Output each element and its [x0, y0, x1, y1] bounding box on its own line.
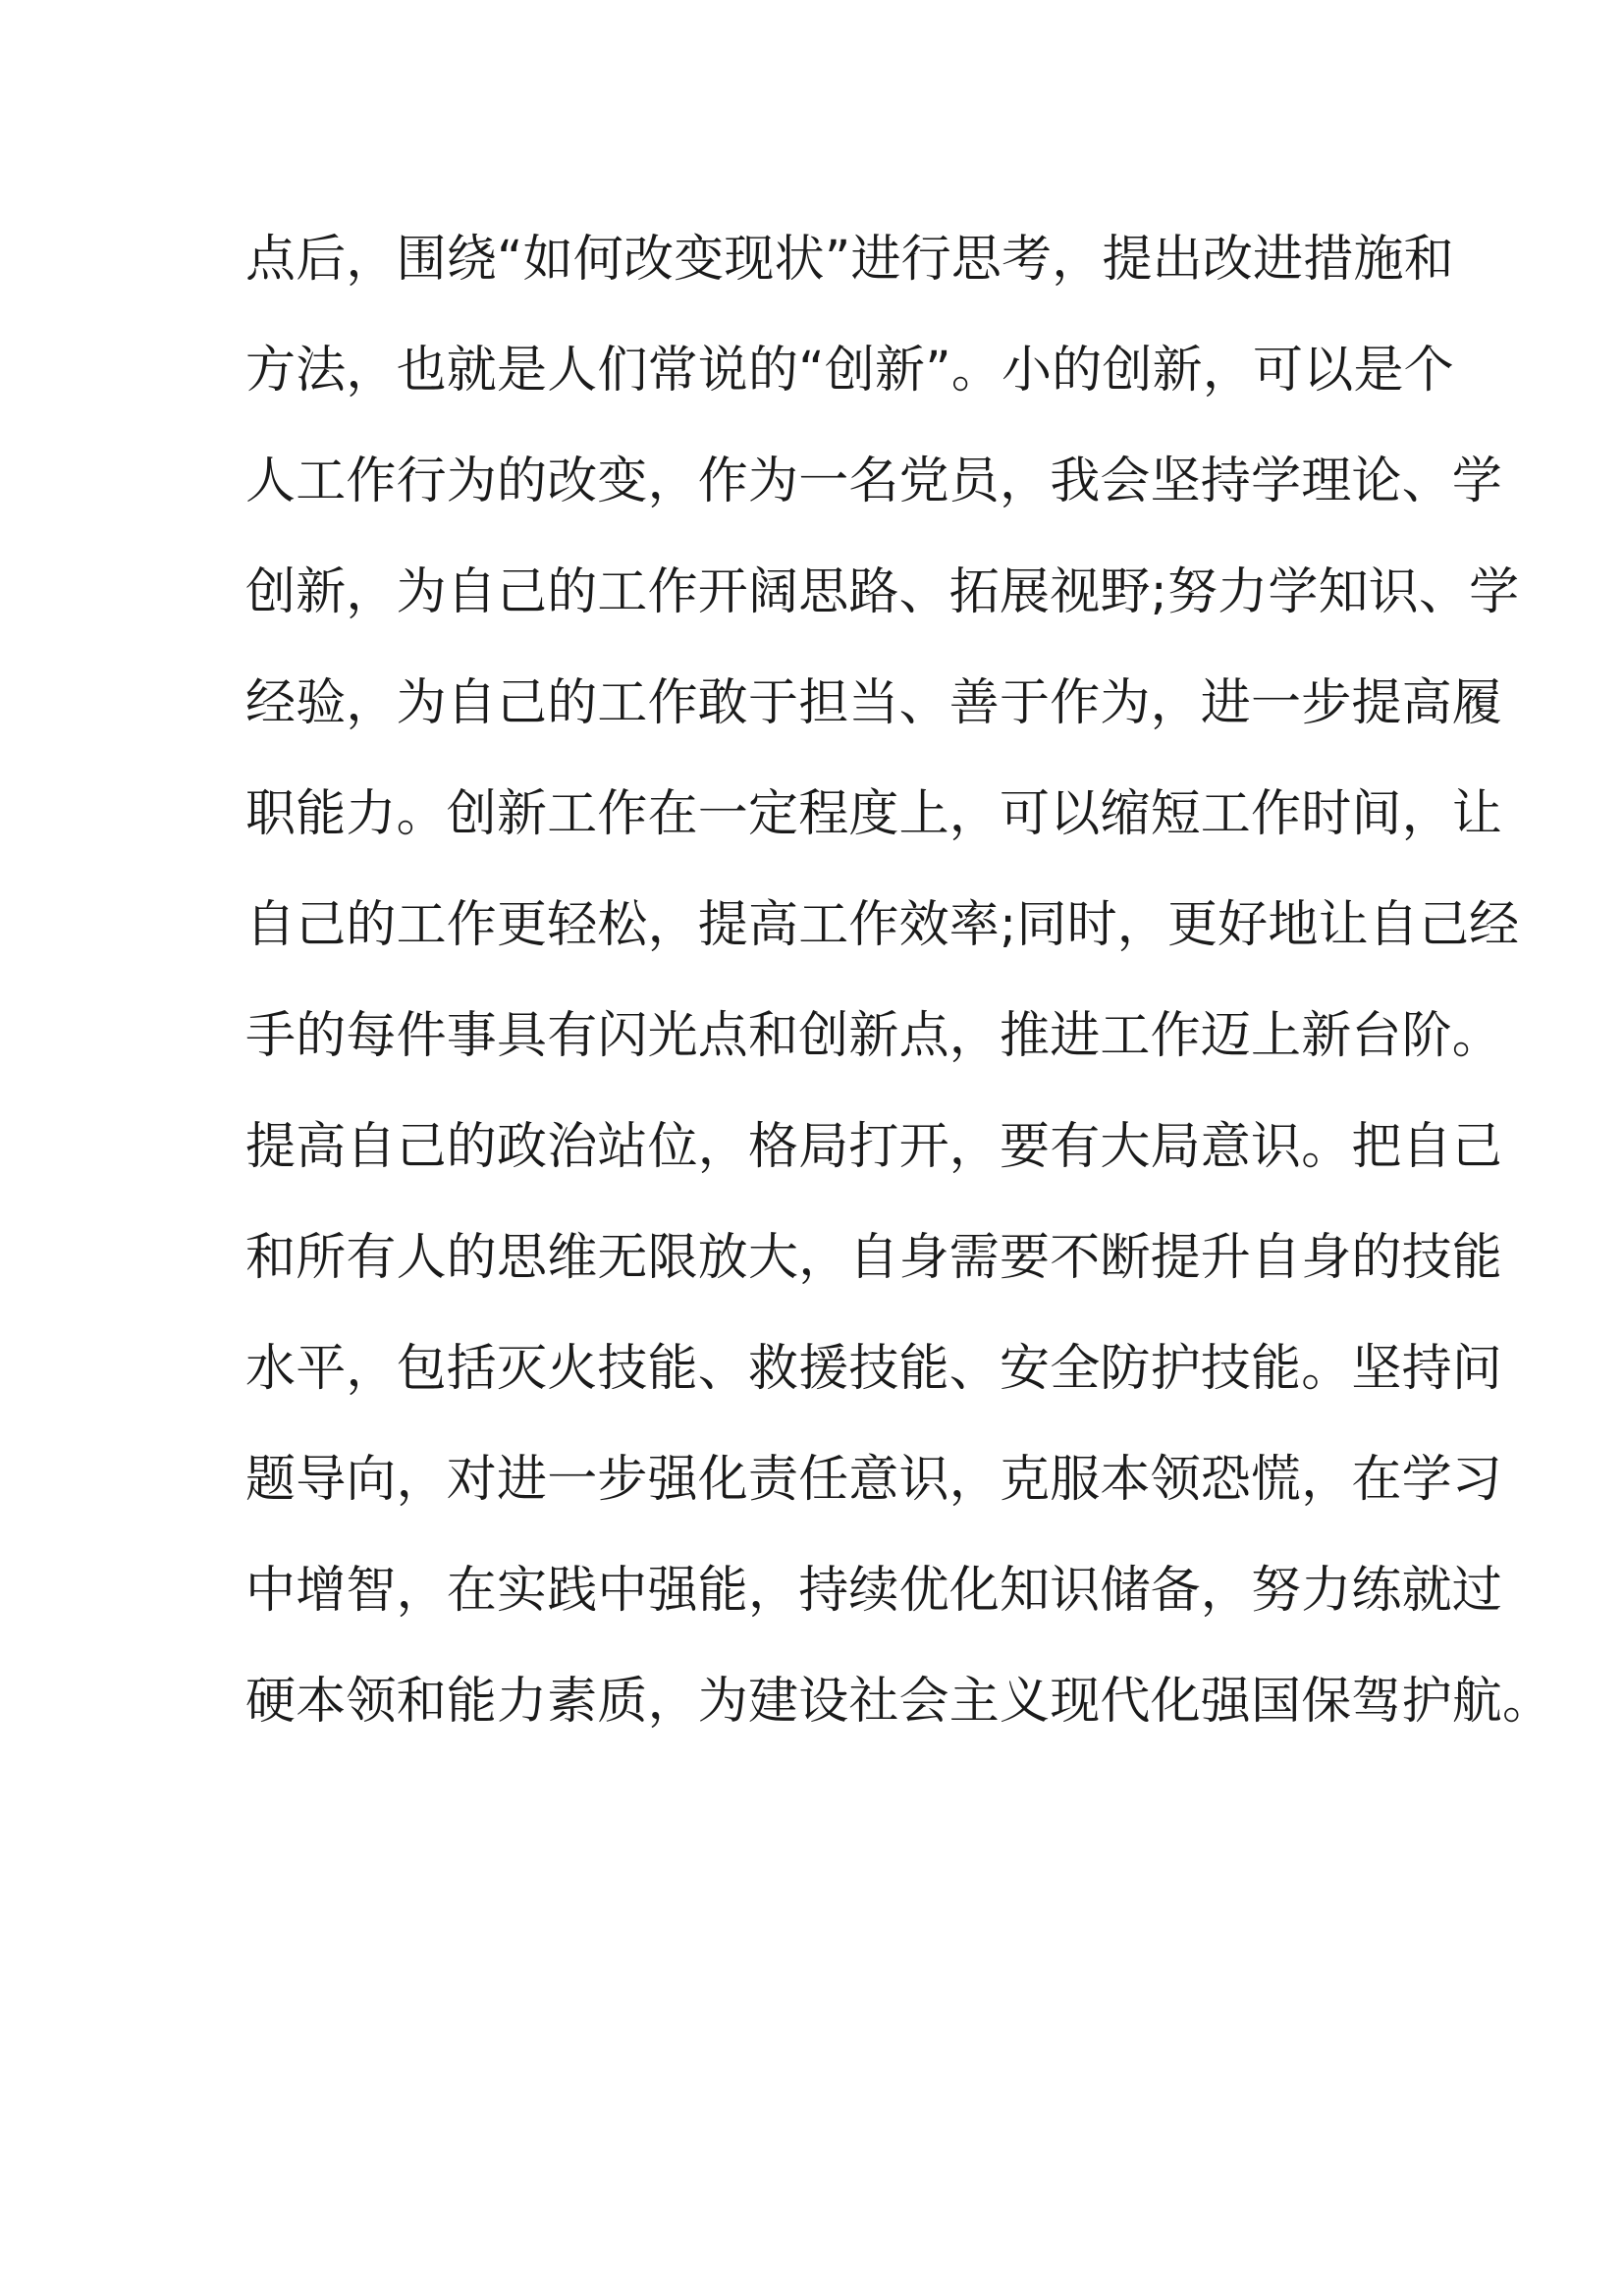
- text-line: 经验，为自己的工作敢于担当、善于作为，进一步提高履: [245, 674, 1503, 732]
- body-text: [245, 228, 1553, 1781]
- text-line: 职能力。创新工作在一定程度上，可以缩短工作时间，让: [245, 785, 1503, 843]
- text-line: 硬本领和能力素质，为建设社会主义现代化强国保驾护航。: [245, 1673, 1553, 1731]
- text-line: 创新，为自己的工作开阔思路、拓展视野;努力学知识、学: [245, 563, 1520, 621]
- text-line: 和所有人的思维无限放大，自身需要不断提升自身的技能: [245, 1229, 1503, 1287]
- text-line: 题导向，对进一步强化责任意识，克服本领恐慌，在学习: [245, 1451, 1503, 1509]
- text-line: 方法，也就是人们常说的“创新”。小的创新，可以是个: [245, 342, 1454, 400]
- text-line: 人工作行为的改变，作为一名党员，我会坚持学理论、学: [245, 453, 1503, 510]
- text-line: 手的每件事具有闪光点和创新点，推进工作迈上新台阶。: [245, 1007, 1503, 1065]
- text-line: 点后，围绕“如何改变现状”进行思考，提出改进措施和: [245, 231, 1454, 289]
- text-line: 中增智，在实践中强能，持续优化知识储备，努力练就过: [245, 1562, 1503, 1620]
- text-line: 自己的工作更轻松，提高工作效率;同时，更好地让自己经: [245, 896, 1520, 954]
- text-line: 提高自己的政治站位，格局打开，要有大局意识。把自己: [245, 1118, 1503, 1176]
- text-line: 水平，包括灭火技能、救援技能、安全防护技能。坚持问: [245, 1340, 1503, 1398]
